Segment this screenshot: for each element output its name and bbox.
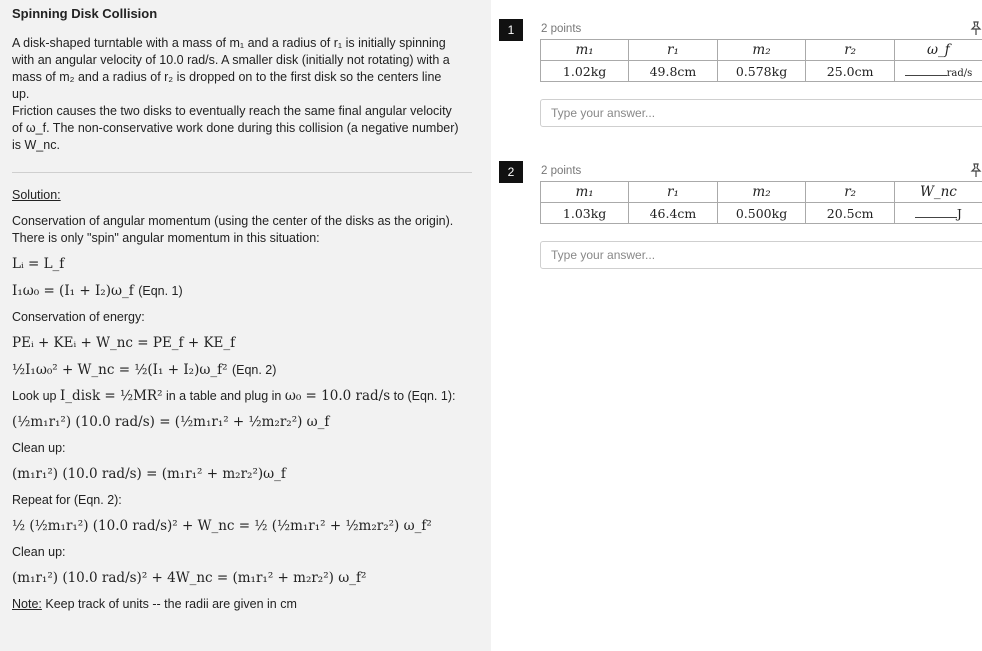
lookup-formula: I_disk = ½MR²	[59, 388, 163, 404]
answer-unit: J	[894, 203, 982, 224]
energy-text: Conservation of energy:	[12, 310, 145, 324]
pin-icon[interactable]	[970, 21, 982, 38]
equation-5: ½ (½m₁r₁²) (10.0 rad/s)² + W_nc = ½ (½m₁r₁² + ½m₂r₂²) ω_f²	[12, 518, 432, 534]
solution-heading: Solution:	[12, 188, 61, 202]
header-r2: r₂	[806, 182, 894, 203]
values-table	[540, 181, 982, 224]
problem-line: mass of m₂ and a radius of r₂ is dropped on to the first disk so the centers line	[12, 70, 442, 84]
problem-line: Friction causes the two disks to eventually reach the same final angular velocity	[12, 104, 452, 118]
question-number: 2	[499, 161, 523, 183]
eqn-2-tag: (Eqn. 2)	[231, 363, 277, 377]
repeat-label: Repeat for (Eqn. 2):	[12, 493, 122, 507]
value-m2: 0.578kg	[717, 61, 806, 82]
header-m1: m₁	[541, 182, 629, 203]
points-label: 2 points	[541, 165, 582, 177]
header-r1: r₁	[629, 182, 717, 203]
header-omega-f: ω_f	[894, 40, 982, 61]
lookup-value: ω₀ = 10.0 rad/s	[284, 388, 391, 404]
equation-6: (m₁r₁²) (10.0 rad/s)² + 4W_nc = (m₁r₁² + m₂r₂²) ω_f²	[12, 570, 367, 586]
problem-line: up.	[12, 87, 30, 101]
answer-input[interactable]: Type your answer...	[540, 241, 982, 269]
problem-line: with an angular velocity of 10.0 rad/s. A smaller disk (initially not rotating) with a	[12, 53, 450, 67]
problem-line: is W_nc.	[12, 138, 60, 152]
clean-up-label: Clean up:	[12, 545, 66, 559]
value-m1: 1.02kg	[541, 61, 629, 82]
question-number: 1	[499, 19, 523, 41]
value-r2: 20.5cm	[806, 203, 894, 224]
value-r1: 49.8cm	[629, 61, 717, 82]
problem-title: Spinning Disk Collision	[12, 6, 158, 21]
note: Note: Keep track of units -- the radii are given in cm	[12, 597, 297, 611]
answer-unit: rad/s	[894, 61, 982, 82]
values-table	[540, 39, 982, 82]
problem-statement	[12, 35, 479, 154]
pin-icon[interactable]	[970, 163, 982, 180]
header-m2: m₂	[717, 40, 806, 61]
equation-energy: PEᵢ + KEᵢ + W_nc = PE_f + KE_f	[12, 335, 236, 351]
equation-2: ½I₁ω₀² + W_nc = ½(I₁ + I₂)ω_f²	[12, 362, 228, 378]
question-2	[499, 161, 982, 271]
divider	[12, 172, 472, 173]
problem-line: A disk-shaped turntable with a mass of m₁ and a radius of r₁ is initially spinning	[12, 36, 446, 50]
header-wnc: W_nc	[894, 182, 982, 203]
eqn-1-tag: (Eqn. 1)	[138, 284, 183, 298]
equation-3: (½m₁r₁²) (10.0 rad/s) = (½m₁r₁² + ½m₂r₂²) ω_f	[12, 414, 330, 430]
problem-line: of ω_f. The non-conservative work done during this collision (a negative number)	[12, 121, 459, 135]
answer-input[interactable]: Type your answer...	[540, 99, 982, 127]
header-m1: m₁	[541, 40, 629, 61]
equation-1: I₁ω₀ = (I₁ + I₂)ω_f	[12, 283, 134, 299]
value-m1: 1.03kg	[541, 203, 629, 224]
lookup-text: Look up I_disk = ½MR² in a table and plug in ω₀ = 10.0 rad/s to (Eqn. 1):	[12, 388, 456, 404]
equation-4: (m₁r₁²) (10.0 rad/s) = (m₁r₁² + m₂r₂²)ω_f	[12, 466, 286, 482]
header-r1: r₁	[629, 40, 717, 61]
header-r2: r₂	[806, 40, 894, 61]
value-r2: 25.0cm	[806, 61, 894, 82]
question-1	[499, 19, 982, 129]
momentum-text: Conservation of angular momentum (using the center of the disks as the origin).	[12, 214, 454, 228]
header-m2: m₂	[717, 182, 806, 203]
value-r1: 46.4cm	[629, 203, 717, 224]
momentum-text: There is only "spin" angular momentum in this situation:	[12, 231, 320, 245]
equation-momentum: Lᵢ = L_f	[12, 256, 65, 272]
value-m2: 0.500kg	[717, 203, 806, 224]
points-label: 2 points	[541, 23, 582, 35]
clean-up-label: Clean up:	[12, 441, 66, 455]
questions-panel	[491, 0, 982, 651]
